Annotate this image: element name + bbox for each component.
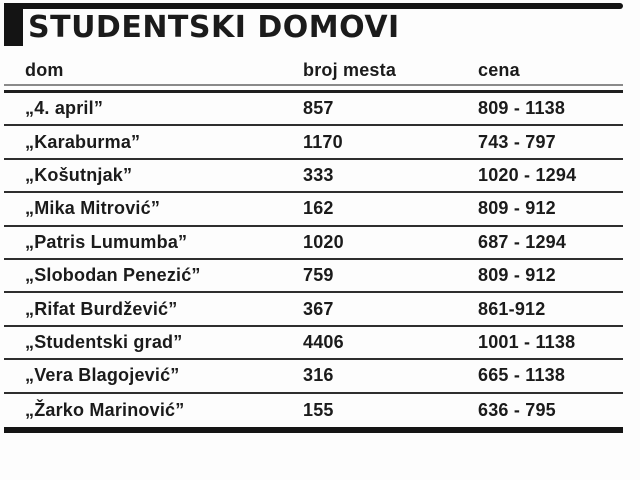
dorm-capacity: 155 (303, 399, 334, 420)
dorm-name: „Slobodan Penezić” (25, 265, 201, 286)
dorm-price-range: 687 - 1294 (478, 231, 567, 252)
dorm-capacity: 857 (303, 98, 334, 119)
dorm-capacity: 1020 (303, 231, 344, 252)
top-rule-bar (4, 3, 623, 9)
dorm-name: „Vera Blagojević” (25, 365, 180, 386)
dorm-capacity: 367 (303, 298, 334, 319)
dorm-price-range: 636 - 795 (478, 399, 556, 420)
dorm-capacity: 316 (303, 365, 334, 386)
dorm-price-range: 665 - 1138 (478, 365, 566, 386)
dorm-name: „Studentski grad” (25, 331, 183, 352)
dorm-capacity: 759 (303, 265, 334, 286)
column-header-dom: dom (25, 59, 64, 80)
dorm-price-range: 809 - 912 (478, 198, 556, 219)
dorm-name: „Rifat Burdžević” (25, 298, 178, 319)
table-row (4, 160, 623, 193)
dorm-name: „4. april” (25, 98, 104, 119)
table-row (4, 394, 623, 427)
dorm-capacity: 333 (303, 164, 334, 185)
table-bottom-rule (4, 427, 623, 433)
dorm-price-range: 1001 - 1138 (478, 331, 576, 352)
dorm-capacity: 162 (303, 198, 334, 219)
table-row (4, 260, 623, 293)
column-header-cena: cena (478, 59, 520, 80)
table-row (4, 227, 623, 260)
column-header-broj-mesta: broj mesta (303, 59, 397, 80)
table-row (4, 360, 623, 393)
dorm-capacity: 1170 (303, 131, 343, 152)
dorm-name: „Mika Mitrović” (25, 198, 161, 219)
title-square-marker (4, 9, 23, 46)
table-row (4, 93, 623, 126)
dorm-price-range: 861-912 (478, 298, 546, 319)
dorm-price-range: 809 - 1138 (478, 98, 566, 119)
table-header-row (4, 57, 623, 83)
table-row (4, 193, 623, 226)
table-body (4, 93, 623, 427)
dorm-name: „Košutnjak” (25, 164, 133, 185)
dorm-table (4, 57, 623, 433)
table-row (4, 293, 623, 326)
page-title: STUDENTSKI DOMOVI (28, 10, 400, 45)
dorm-price-range: 809 - 912 (478, 265, 556, 286)
dorm-name: „Žarko Marinović” (25, 399, 185, 420)
dorm-price-range: 1020 - 1294 (478, 164, 577, 185)
dorm-name: „Patris Lumumba” (25, 231, 188, 252)
table-row (4, 126, 623, 159)
dorm-name: „Karaburma” (25, 131, 141, 152)
dorm-capacity: 4406 (303, 331, 344, 352)
dorm-price-range: 743 - 797 (478, 131, 556, 152)
table-row (4, 327, 623, 360)
